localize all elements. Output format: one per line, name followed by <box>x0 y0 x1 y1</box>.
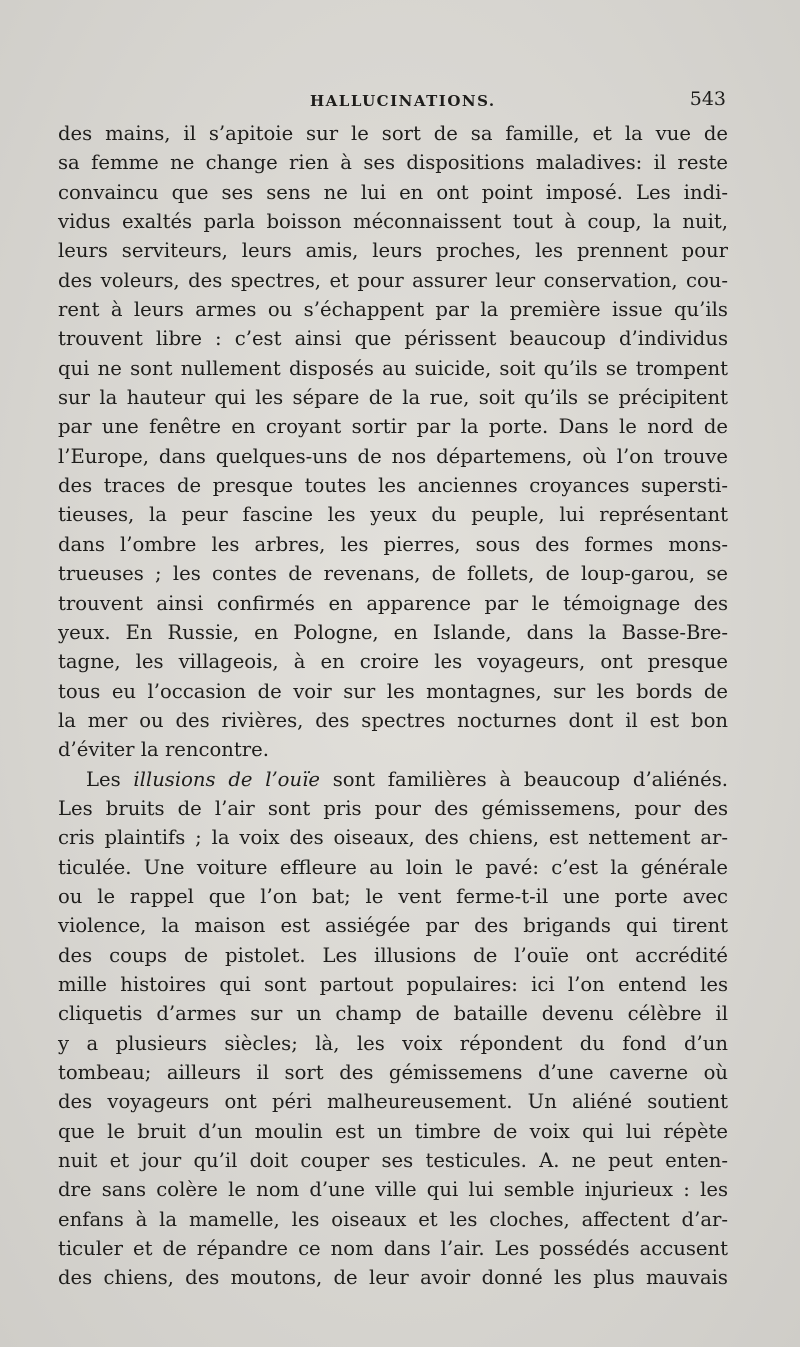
text-line: des coups de pistolet. Les illusions de l’ouïe ont accrédité <box>58 943 728 967</box>
body-text <box>58 119 728 1293</box>
running-title: HALLUCINATIONS. <box>310 92 496 110</box>
text-line: mille histoires qui sont partout populaires: ici l’on entend les <box>58 972 728 996</box>
text-line: ticuler et de répandre ce nom dans l’air. Les possédés accusent <box>58 1237 728 1261</box>
text-line: cliquetis d’armes sur un champ de bataille devenu célèbre il <box>58 1002 728 1026</box>
text-line: yeux. En Russie, en Pologne, en Islande, dans la Basse-Bre- <box>58 620 728 644</box>
text-line: violence, la maison est assiégée par des brigands qui tirent <box>58 914 728 938</box>
italic-phrase: illusions de l’ouïe <box>133 767 320 791</box>
text-line: y a plusieurs siècles; là, les voix répondent du fond d’un <box>58 1031 728 1055</box>
text-line: tous eu l’occasion de voir sur les montagnes, sur les bords de <box>58 679 728 703</box>
text-line: par une fenêtre en croyant sortir par la porte. Dans le nord de <box>58 415 728 439</box>
text-line: que le bruit d’un moulin est un timbre de voix qui lui répète <box>58 1119 728 1143</box>
text-segment: Les <box>86 767 134 791</box>
text-line: l’Europe, dans quelques-uns de nos départemens, où l’on trouve <box>58 444 728 468</box>
text-line: dre sans colère le nom d’une ville qui lui semble injurieux : les <box>58 1178 728 1202</box>
text-line: qui ne sont nullement disposés au suicide, soit qu’ils se trompent <box>58 356 728 380</box>
text-segment: sont familières à beaucoup d’aliénés. <box>319 767 728 791</box>
text-line: vidus exaltés parla boisson méconnaissent tout à coup, la nuit, <box>58 210 728 234</box>
text-line: trueuses ; les contes de revenans, de follets, de loup-garou, se <box>58 562 728 586</box>
text-line: convaincu que ses sens ne lui en ont point imposé. Les indi- <box>58 180 728 204</box>
text-line: ticulée. Une voiture effleure au loin le pavé: c’est la générale <box>58 855 728 879</box>
text-line: des mains, il s’apitoie sur le sort de sa famille, et la vue de <box>58 122 728 145</box>
text-line: des traces de presque toutes les anciennes croyances supersti- <box>58 474 728 498</box>
text-line: d’éviter la rencontre. <box>58 738 269 762</box>
text-line: nuit et jour qu’il doit couper ses testicules. A. ne peut enten- <box>58 1149 728 1173</box>
text-line: cris plaintifs ; la voix des oiseaux, des chiens, est nettement ar- <box>58 826 728 850</box>
text-line: la mer ou des rivières, des spectres nocturnes dont il est bon <box>58 708 728 732</box>
text-line: des voyageurs ont péri malheureusement. Un aliéné soutient <box>58 1090 728 1114</box>
text-line: sur la hauteur qui les sépare de la rue, soit qu’ils se précipitent <box>58 386 728 410</box>
text-line: ou le rappel que l’on bat; le vent ferme-t-il une porte avec <box>58 884 728 908</box>
text-line: des chiens, des moutons, de leur avoir donné les plus mauvais <box>58 1266 728 1290</box>
text-line: tieuses, la peur fascine les yeux du peuple, lui représentant <box>58 503 728 527</box>
page-header <box>58 88 728 118</box>
text-line: trouvent ainsi confirmés en apparence par le témoignage des <box>58 591 728 615</box>
text-line: sa femme ne change rien à ses dispositions maladives: il reste <box>58 151 728 175</box>
text-line: tagne, les villageois, à en croire les voyageurs, ont presque <box>58 650 728 674</box>
text-line: dans l’ombre les arbres, les pierres, sous des formes mons- <box>58 532 728 556</box>
text-line: rent à leurs armes ou s’échappent par la première issue qu’ils <box>58 298 728 322</box>
text-line: des voleurs, des spectres, et pour assurer leur conservation, cou- <box>58 268 728 292</box>
text-line: trouvent libre : c’est ainsi que périssent beaucoup d’individus <box>58 327 728 351</box>
text-line: Les bruits de l’air sont pris pour des gémissemens, pour des <box>58 796 728 820</box>
text-line: enfans à la mamelle, les oiseaux et les cloches, affectent d’ar- <box>58 1207 728 1231</box>
text-line: tombeau; ailleurs il sort des gémissemens d’une caverne où <box>58 1061 728 1084</box>
text-line <box>58 765 728 794</box>
text-line: leurs serviteurs, leurs amis, leurs proches, les prennent pour <box>58 239 728 263</box>
page-number: 543 <box>689 88 726 110</box>
